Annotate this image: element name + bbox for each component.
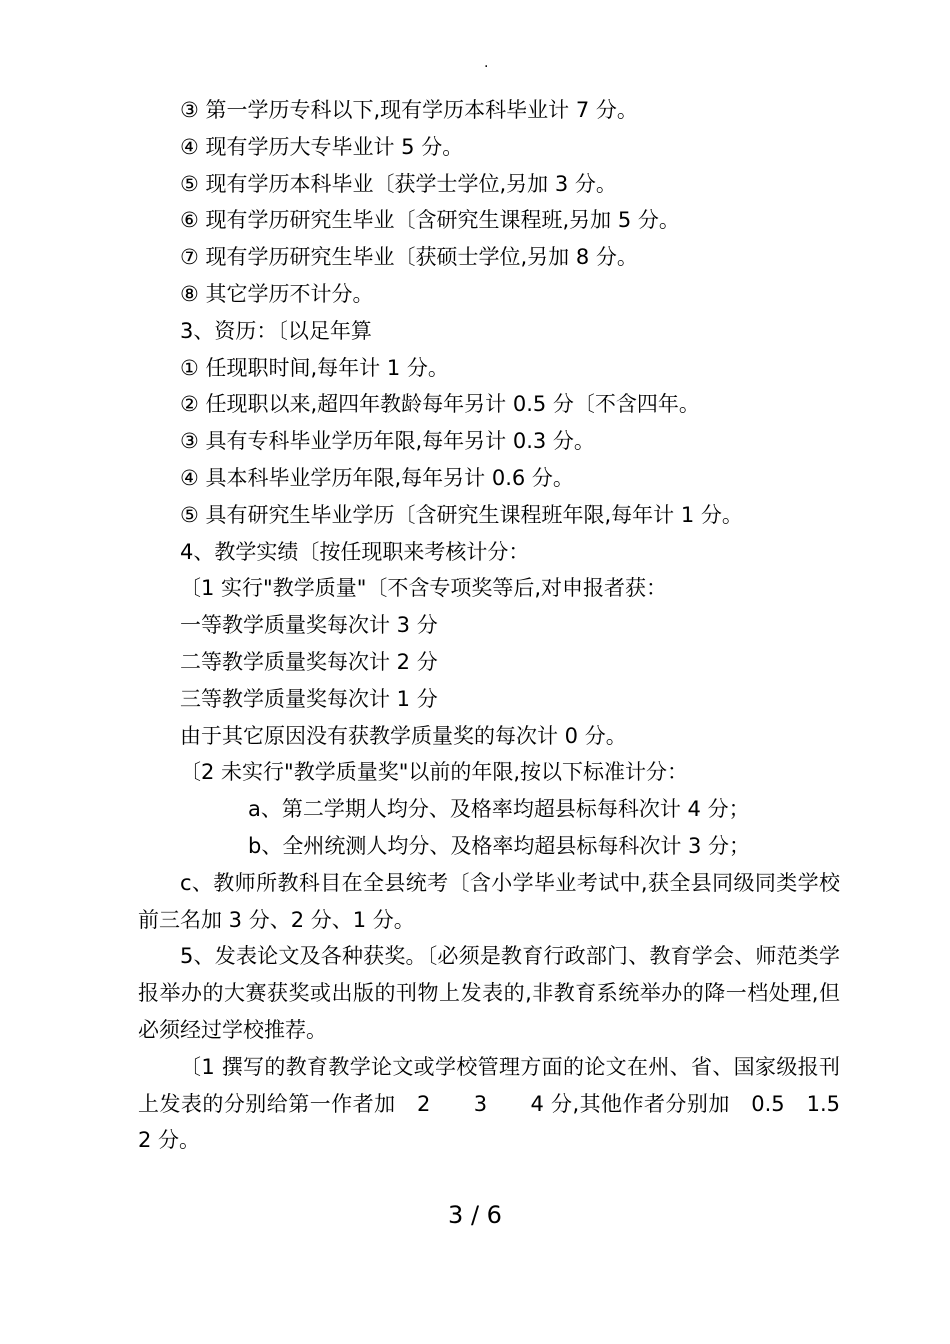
text-line: ⑤ 现有学历本科毕业〔获学士学位,另加 3 分。 [180, 171, 617, 196]
text-line: 二等教学质量奖每次计 2 分 [180, 649, 438, 674]
page-indicator: 3 / 6 [448, 1201, 502, 1229]
text-line: ① 任现职时间,每年计 1 分。 [180, 355, 449, 380]
text-line: ⑦ 现有学历研究生毕业〔获硕士学位,另加 8 分。 [180, 245, 638, 270]
text-line: 三等教学质量奖每次计 1 分 [180, 686, 438, 711]
text-line: ③ 具有专科毕业学历年限,每年另计 0.3 分。 [180, 429, 595, 454]
section-heading-teaching-performance: 4、教学实绩〔按任现职来考核计分： [180, 539, 530, 564]
text-line: b、全州统测人均分、及格率均超县标每科次计 3 分； [248, 833, 751, 858]
section-heading-seniority: 3、资历：〔以足年算 [180, 318, 372, 343]
header-dot: . [484, 55, 489, 71]
text-line: ③ 第一学历专科以下,现有学历本科毕业计 7 分。 [180, 98, 638, 122]
text-line: 〔1 实行"教学质量"〔不含专项奖等后,对申报者获： [180, 576, 668, 601]
text-line: 由于其它原因没有获教学质量奖的每次计 0 分。 [180, 723, 627, 748]
text-line: ② 任现职以来,超四年教龄每年另计 0.5 分〔不含四年。 [180, 392, 700, 417]
text-line: 一等教学质量奖每次计 3 分 [180, 613, 438, 638]
paragraph: c、教师所教科目在全县统考〔含小学毕业考试中,获全县同级同类学校前三名加 3 分、2 分、1 分。 [138, 870, 840, 932]
text-line: ⑧ 其它学历不计分。 [180, 281, 374, 306]
section-paragraph-publications: 5、发表论文及各种获奖。〔必须是教育行政部门、教育学会、师范类学报举办的大赛获奖或出版的刊物上发表的,非教育系统举办的降一档处理,但必须经过学校推荐。 [138, 944, 840, 1042]
text-line: ⑤ 具有研究生毕业学历〔含研究生课程班年限,每年计 1 分。 [180, 502, 743, 527]
text-line: 〔2 未实行"教学质量奖"以前的年限,按以下标准计分： [180, 760, 689, 785]
text-line: a、第二学期人均分、及格率均超县标每科次计 4 分； [248, 797, 750, 822]
text-line: ④ 现有学历大专毕业计 5 分。 [180, 134, 464, 159]
text-line: ⑥ 现有学历研究生毕业〔含研究生课程班,另加 5 分。 [180, 208, 680, 233]
paragraph: 〔1 撰写的教育教学论文或学校管理方面的论文在州、省、国家级报刊上发表的分别给第一作者加 2 3 4 分,其他作者分别加 0.5 1.5 2 分。 [138, 1054, 882, 1153]
document-body [138, 92, 882, 1159]
text-line: ④ 具本科毕业学历年限,每年另计 0.6 分。 [180, 465, 574, 490]
